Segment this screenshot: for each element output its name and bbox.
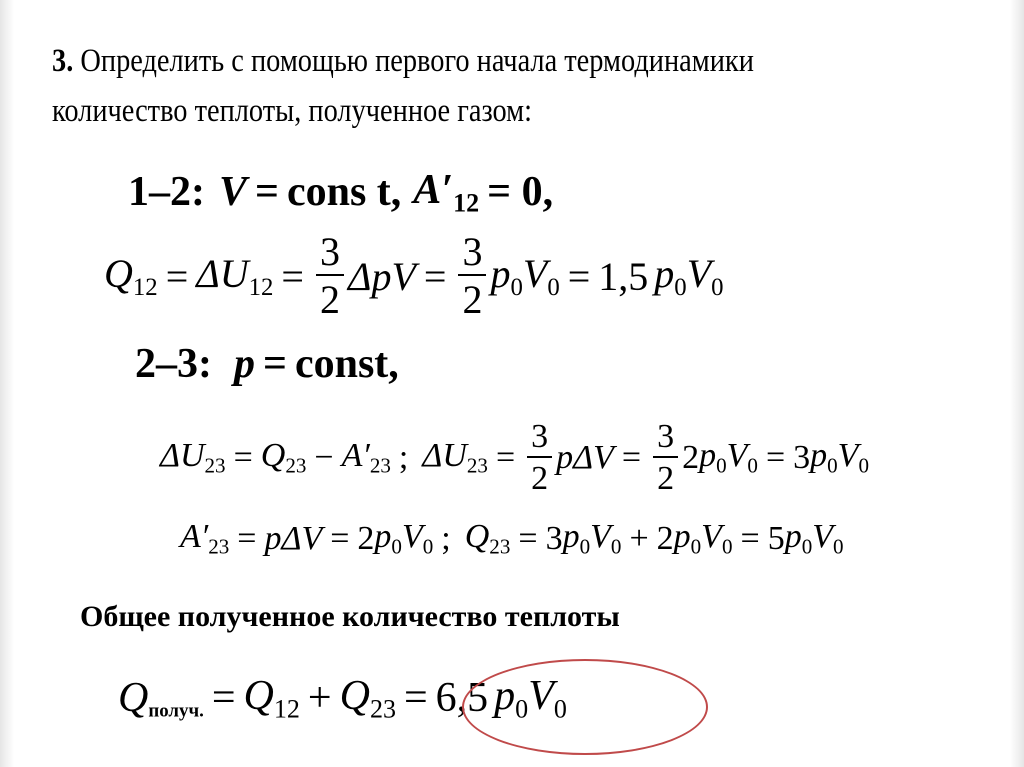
pressure-letter: p <box>673 518 691 555</box>
heat-subscript: 23 <box>489 534 511 559</box>
equals-sign: = <box>211 675 236 722</box>
step-2-3-condition <box>135 340 399 388</box>
coefficient-two: 2 <box>656 519 674 557</box>
zero-subscript: 0 <box>833 534 844 559</box>
heat-subscript: 12 <box>132 273 158 301</box>
fraction <box>527 420 552 496</box>
task-number: 3. <box>52 43 74 79</box>
slide-left-shadow <box>0 0 14 767</box>
zero-subscript: 0 <box>801 534 813 559</box>
heat-symbol <box>261 437 307 479</box>
received-subscript: получ. <box>148 700 204 722</box>
zero-subscript: 0 <box>610 534 622 559</box>
pressure-letter: p <box>374 518 392 555</box>
work-subscript: 23 <box>369 453 391 478</box>
step-2-3-label: 2–3: <box>135 341 212 387</box>
pressure-letter: p <box>784 518 802 555</box>
zero-subscript: 0 <box>716 453 727 478</box>
plus-sign: + <box>307 675 332 722</box>
equals-sign: = <box>165 253 189 299</box>
p0v0-term <box>654 250 723 302</box>
zero-result: = 0, <box>487 169 554 216</box>
volume-letter: V <box>701 518 722 555</box>
heat-symbol <box>465 518 511 560</box>
volume-letter: V <box>528 673 554 719</box>
zero-subscript: 0 <box>674 273 687 301</box>
pressure-letter: p <box>494 673 516 719</box>
heat-symbol <box>340 672 396 724</box>
heat-subscript: 23 <box>285 453 307 478</box>
heat-letter: Q <box>104 251 133 297</box>
delta-u-subscript: 12 <box>248 273 274 301</box>
heat-letter: Q <box>464 518 490 555</box>
zero-subscript: 0 <box>690 534 702 559</box>
fraction-numerator: 3 <box>458 232 486 276</box>
heat-q12-equation <box>104 229 724 322</box>
constant-word: cons t, <box>286 169 402 216</box>
internal-energy-symbol <box>160 437 226 479</box>
coefficient-two: 2 <box>682 439 700 476</box>
zero-subscript: 0 <box>711 273 724 301</box>
heat-subscript: 23 <box>369 694 396 724</box>
heat-letter: Q <box>243 673 274 719</box>
zero-subscript: 0 <box>515 694 529 724</box>
heat-letter: Q <box>339 673 370 719</box>
pressure-letter: p <box>810 437 828 475</box>
pressure-letter: p <box>490 251 511 297</box>
fraction-denominator: 2 <box>531 460 549 497</box>
pressure-letter: p <box>654 251 675 297</box>
zero-subscript: 0 <box>858 453 869 478</box>
equals-sign: = <box>621 439 642 476</box>
equals-sign: = <box>281 253 304 299</box>
task-statement <box>52 36 869 136</box>
volume-letter: V <box>812 518 834 555</box>
minus-sign: − <box>314 439 334 476</box>
internal-energy-symbol <box>422 437 488 479</box>
volume-letter: V <box>522 251 548 297</box>
zero-subscript: 0 <box>553 694 567 724</box>
plus-sign: + <box>629 519 649 557</box>
p0v0-term <box>563 518 622 560</box>
volume-symbol: V <box>219 169 248 216</box>
equals-sign: = <box>233 439 253 476</box>
equals-sign: = <box>518 519 538 557</box>
volume-letter: V <box>726 437 748 475</box>
zero-subscript: 0 <box>391 534 402 559</box>
work-symbol <box>180 518 229 560</box>
coefficient-two: 2 <box>357 519 375 557</box>
zero-subscript: 0 <box>422 534 434 559</box>
coefficient-five: 5 <box>767 519 785 557</box>
p0v0-term <box>674 518 733 560</box>
coefficient-three: 3 <box>793 439 811 476</box>
delta-v: ΔV <box>281 519 323 557</box>
constant-word: const, <box>294 341 399 387</box>
equals-sign: = <box>740 519 760 557</box>
equals-sign: = <box>330 519 350 557</box>
equals-sign: = <box>495 439 516 476</box>
internal-energy-symbol <box>196 250 273 302</box>
fraction <box>653 420 678 496</box>
total-coefficient: 6,5 <box>435 675 489 722</box>
fraction-numerator: 3 <box>653 420 678 458</box>
fraction <box>316 229 344 322</box>
delta-u-subscript: 23 <box>466 453 488 478</box>
equals-sign: = <box>567 253 591 299</box>
answer-highlight-circle <box>462 659 708 755</box>
semicolon: ; <box>398 439 409 476</box>
zero-subscript: 0 <box>827 453 838 478</box>
pressure-letter: p <box>562 518 580 555</box>
delta-u-subscript: 23 <box>204 453 226 478</box>
step-1-2-label: 1–2: <box>128 169 205 216</box>
step-1-2-condition <box>128 166 553 218</box>
volume-letter: V <box>590 518 611 555</box>
equals-sign: = <box>263 341 287 387</box>
task-text: Определить с помощью первого начала термодинамики количество теплоты, полученное газом: <box>52 43 754 129</box>
fraction <box>458 229 486 322</box>
zero-subscript: 0 <box>747 453 758 478</box>
p0v0-term <box>785 518 844 560</box>
p0v0-term <box>490 250 559 302</box>
total-heat-caption: Общее полученное количество теплоты <box>80 600 620 633</box>
coefficient-three: 3 <box>545 519 563 557</box>
work-letter: A′ <box>341 437 370 475</box>
work-letter: A′ <box>180 518 209 555</box>
pressure-letter: p <box>264 519 282 557</box>
semicolon: ; <box>441 519 451 557</box>
fraction-denominator: 2 <box>319 277 340 322</box>
internal-energy-23-equation <box>160 420 869 496</box>
zero-subscript: 0 <box>547 273 560 301</box>
heat-symbol <box>244 672 300 724</box>
p0v0-term <box>810 437 869 479</box>
work-23-equation <box>180 518 844 560</box>
heat-letter: Q <box>118 674 149 721</box>
work-symbol <box>342 437 391 479</box>
zero-subscript: 0 <box>579 534 591 559</box>
total-heat-symbol <box>118 674 204 723</box>
coefficient: 1,5 <box>598 253 649 299</box>
fraction-denominator: 2 <box>657 460 675 497</box>
heat-subscript: 12 <box>273 694 300 724</box>
delta-v: ΔV <box>573 439 614 476</box>
slide-right-shadow <box>1010 0 1024 767</box>
zero-subscript: 0 <box>721 534 733 559</box>
fraction-numerator: 3 <box>527 420 552 458</box>
delta-u: ΔU <box>422 437 467 475</box>
equals-sign: = <box>403 675 428 722</box>
work-subscript: 23 <box>208 534 230 559</box>
equals-sign: = <box>765 439 786 476</box>
delta-u: ΔU <box>196 251 249 297</box>
fraction-numerator: 3 <box>316 232 344 276</box>
work-symbol <box>413 166 479 218</box>
p0v0-term <box>699 437 758 479</box>
fraction-denominator: 2 <box>462 277 483 322</box>
zero-subscript: 0 <box>510 273 523 301</box>
p0v0-term <box>374 518 433 560</box>
heat-letter: Q <box>260 437 286 475</box>
pressure-letter: p <box>699 437 717 475</box>
volume-letter: V <box>686 251 712 297</box>
volume-letter: V <box>401 518 423 555</box>
heat-symbol <box>104 250 158 302</box>
volume-letter: V <box>837 437 859 475</box>
pressure-symbol: p <box>234 341 255 387</box>
equals-sign: = <box>237 519 257 557</box>
work-letter: A′ <box>413 167 454 213</box>
delta-pv: ΔpV <box>347 253 416 299</box>
delta-u: ΔU <box>160 437 205 475</box>
work-subscript: 12 <box>453 188 480 218</box>
equals-sign: = <box>423 253 447 299</box>
equals-sign: = <box>255 169 279 216</box>
pressure-letter: p <box>556 439 574 476</box>
